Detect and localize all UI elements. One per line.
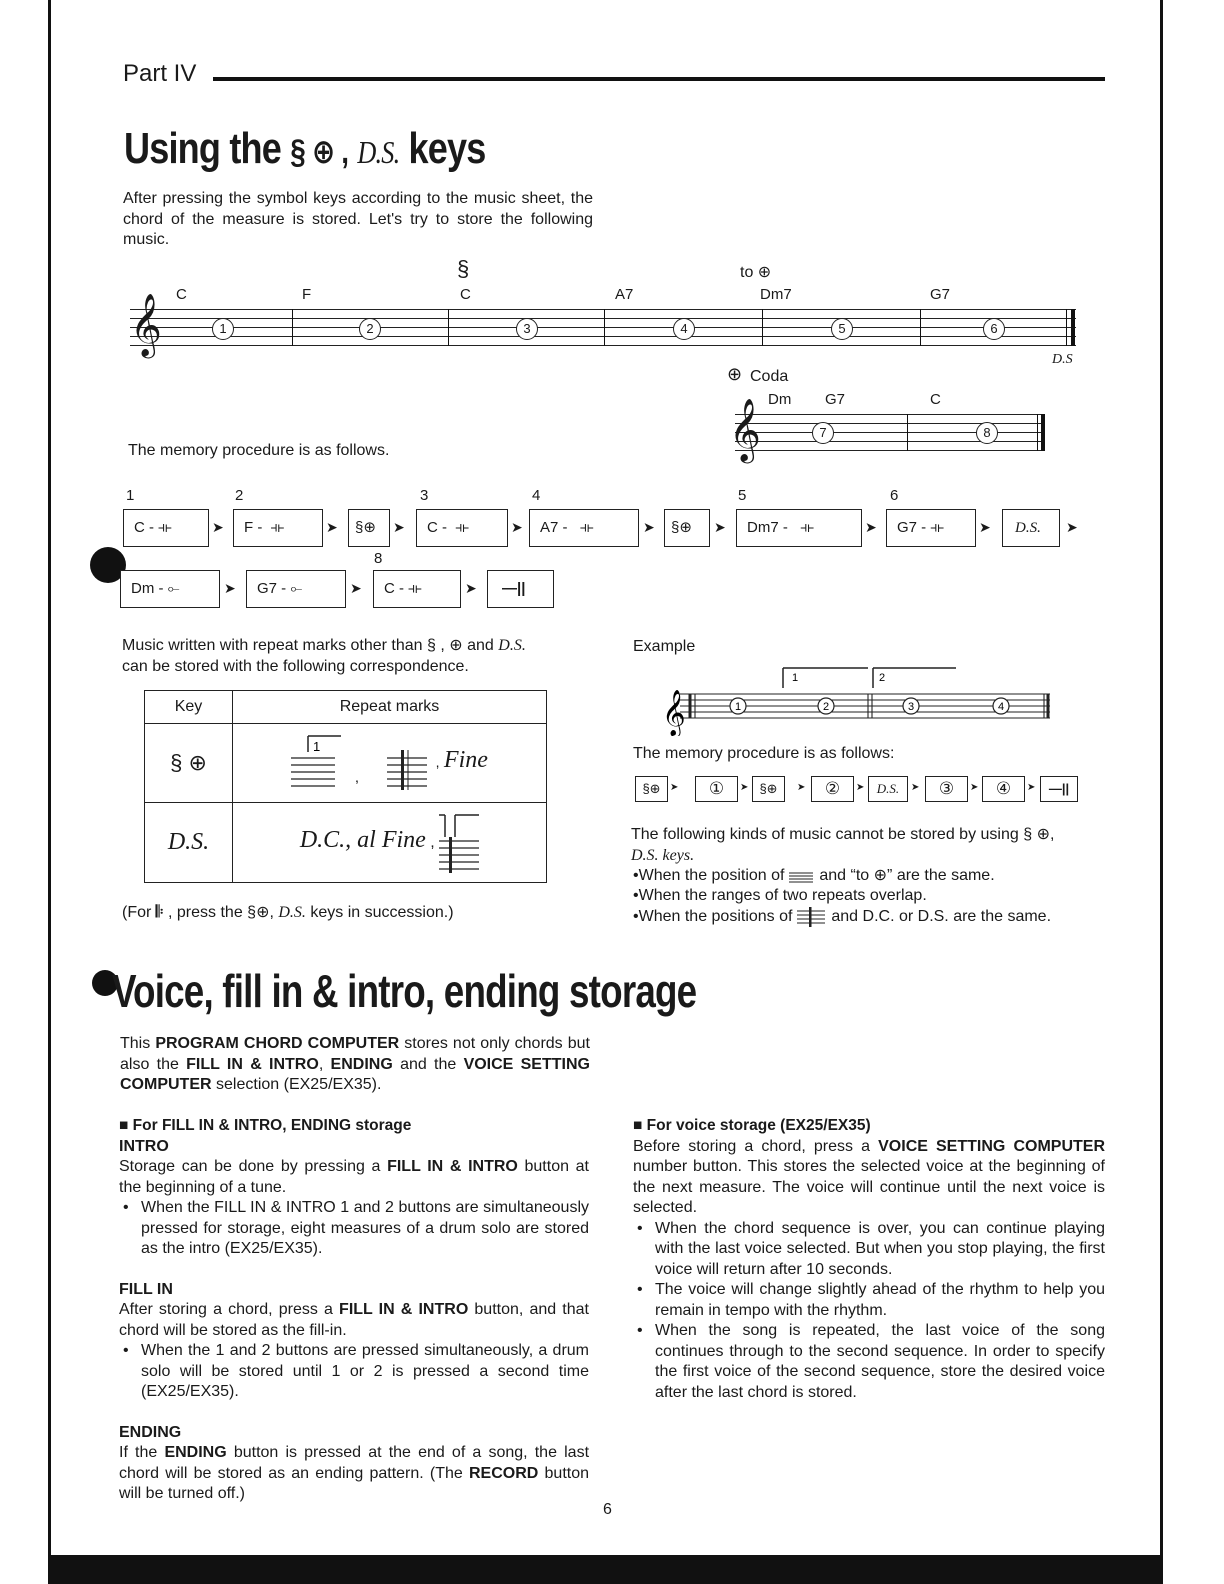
- procedure-box: Dm7 - ⟛: [736, 509, 862, 547]
- coda-icon: ⊕: [727, 364, 743, 384]
- coda-chord-2: G7: [825, 391, 846, 408]
- intro-heading: INTRO: [119, 1137, 169, 1155]
- example-staff: [660, 664, 1055, 736]
- cannot-item-3: •When the positions of and D.C. or D.S. are the same.: [633, 906, 1051, 928]
- repeat-text: Music written with repeat marks other than § , ⊕ and D.S. can be stored with the following correspondence.: [122, 637, 526, 675]
- dc-al-fine-label: D.C., al Fine: [299, 826, 426, 853]
- arrow-icon: ➤: [1027, 782, 1036, 793]
- example-box: ④: [982, 776, 1025, 802]
- step-number: 1: [126, 487, 135, 504]
- measure-number: 1: [212, 318, 234, 340]
- ending-paragraph: If the ENDING button is pressed at the end of a song, the last chord will be stored as an ending pattern. (The RECORD button will be turned off.): [119, 1444, 590, 1502]
- measure-number: 3: [907, 701, 915, 713]
- arrow-icon: ➤: [865, 519, 877, 535]
- svg-text:1: 1: [313, 739, 321, 754]
- arrow-icon: ➤: [511, 519, 523, 535]
- section1-intro: After pressing the symbol keys according to the music sheet, the chord of the measure is stored. Let's try to store the following music.: [123, 190, 593, 248]
- measure-number: 6: [983, 318, 1005, 340]
- table-marks-row1: 1 , , Fine: [233, 724, 547, 803]
- title-prefix: Using the: [124, 124, 281, 173]
- volta-repeat-icon: [291, 734, 431, 792]
- right-column: [633, 1116, 1105, 1403]
- chord-6: G7: [930, 286, 951, 303]
- chord-2: F: [302, 286, 312, 303]
- treble-clef-icon: 𝄞: [662, 690, 686, 736]
- right-heading: ■ For voice storage (EX25/EX35): [633, 1117, 871, 1134]
- table-marks-row2: D.C., al Fine ,: [233, 803, 547, 883]
- measure-number: 5: [831, 318, 853, 340]
- coda-label: Coda: [750, 368, 789, 385]
- score-segno-icon: §: [457, 256, 470, 281]
- procedure-box: D.S.: [1002, 509, 1060, 547]
- ending-2: 2: [879, 672, 886, 684]
- example-box: —||: [1040, 776, 1078, 802]
- arrow-icon: ➤: [856, 782, 865, 793]
- coda-chord-3: C: [930, 391, 941, 408]
- procedure-box: —||: [487, 570, 554, 608]
- repeat-bar-icon: 𝄆: [155, 904, 164, 921]
- step-number: 6: [890, 487, 899, 504]
- example-box: §⊕: [752, 776, 785, 802]
- repeat-bar-icon: [797, 906, 827, 928]
- arrow-icon: ➤: [911, 782, 920, 793]
- arrow-icon: ➤: [714, 519, 726, 535]
- procedure-box: F - ⟛: [233, 509, 323, 547]
- voice-bullet: • When the song is repeated, the last voice of the song continues through to the second sequence. In order to specify the first voice of the second sequence, store the desired voice after the last chord is stored.: [633, 1321, 1105, 1403]
- cannot-item-2: •When the ranges of two repeats overlap.: [633, 887, 927, 904]
- arrow-icon: ➤: [326, 519, 338, 535]
- chord-1: C: [176, 286, 187, 303]
- cannot-item-1: •When the position of and “to ⊕” are the same.: [633, 867, 995, 884]
- table-header-marks: Repeat marks: [233, 691, 547, 724]
- page-number: 6: [603, 1501, 612, 1518]
- voice-bullet: • The voice will change slightly ahead of the rhythm to help you remain in tempo with the rhythm.: [633, 1280, 1105, 1321]
- voice-bullet: • When the chord sequence is over, you can continue playing with the last voice selected. But when you stop playing, the first voice will return after 10 seconds.: [633, 1219, 1105, 1281]
- arrow-icon: ➤: [224, 580, 236, 596]
- title-ds: D.S.: [357, 134, 400, 170]
- example-box: D.S.: [868, 776, 908, 802]
- section2-title: Voice, fill in & intro, ending storage: [112, 965, 697, 1017]
- for-note: (For 𝄆 , press the §⊕, D.S. keys in succession.): [122, 904, 454, 921]
- second-ending-icon: [439, 811, 479, 875]
- step-number: 8: [374, 550, 383, 567]
- example-box: ③: [925, 776, 968, 802]
- intro-paragraph: Storage can be done by pressing a FILL IN & INTRO button at the beginning of a tune.: [119, 1158, 589, 1196]
- arrow-icon: ➤: [350, 580, 362, 596]
- segno-coda-icon: § ⊕ ,: [290, 133, 349, 171]
- procedure-box: G7 - ⟜: [246, 570, 346, 608]
- measure-number: 4: [673, 318, 695, 340]
- arrow-icon: ➤: [643, 519, 655, 535]
- ending-heading: ENDING: [119, 1423, 182, 1441]
- measure-number: 4: [997, 701, 1005, 713]
- arrow-icon: ➤: [670, 782, 679, 793]
- arrow-icon: ➤: [1066, 519, 1078, 535]
- title-suffix: keys: [408, 124, 486, 173]
- step-number: 7: [126, 550, 135, 567]
- fill-bullet: • When the 1 and 2 buttons are pressed simultaneously, a drum solo will be stored until 1 or 2 is pressed a second time (EX25/EX35).: [119, 1341, 589, 1403]
- section1-title: [124, 124, 486, 174]
- score-to-coda: to ⊕: [740, 264, 772, 281]
- procedure-box: C - ⟛: [416, 509, 508, 547]
- procedure-box: C - ⟛: [123, 509, 209, 547]
- right-margin-bar: [1160, 0, 1163, 1584]
- procedure-box: G7 - ⟛: [886, 509, 976, 547]
- coda-icon: ⊕: [449, 637, 463, 654]
- measure-number: 8: [976, 422, 998, 444]
- step-number: 2: [235, 487, 244, 504]
- example-label: Example: [633, 638, 696, 655]
- segno-coda-icon: §⊕: [247, 904, 270, 921]
- left-column: [119, 1116, 589, 1505]
- table-header-key: Key: [145, 691, 233, 724]
- svg-text:,: ,: [355, 769, 359, 785]
- arrow-icon: ➤: [797, 782, 806, 793]
- measure-number: 2: [822, 701, 830, 713]
- step-number: 5: [738, 487, 747, 504]
- fill-heading: FILL IN: [119, 1280, 173, 1298]
- part-label: Part IV: [123, 60, 197, 87]
- chord-5: Dm7: [760, 286, 792, 303]
- ds-mark: D.S: [1052, 352, 1073, 367]
- procedure-box: §⊕: [664, 509, 710, 547]
- treble-clef-icon: 𝄞: [130, 293, 162, 356]
- procedure-box: §⊕: [348, 509, 390, 547]
- left-heading: ■ For FILL IN & INTRO, ENDING storage: [119, 1117, 412, 1134]
- example-box: ①: [695, 776, 738, 802]
- table-key-ds: D.S.: [145, 803, 233, 883]
- example-box: §⊕: [635, 776, 668, 802]
- arrow-icon: ➤: [393, 519, 405, 535]
- cannot-intro: The following kinds of music cannot be stored by using § ⊕, D.S. keys.: [631, 826, 1055, 864]
- segno-coda-icon: § ⊕: [1023, 826, 1050, 843]
- bottom-margin-bar: [48, 1555, 1163, 1584]
- arrow-icon: ➤: [465, 580, 477, 596]
- fine-label: Fine: [443, 747, 488, 774]
- arrow-icon: ➤: [970, 782, 979, 793]
- procedure-box: Dm - ⟜: [120, 570, 220, 608]
- section2-intro: This PROGRAM CHORD COMPUTER stores not only chords but also the FILL IN & INTRO, ENDING and the VOICE SETTING COMPUTER selection (EX25/EX35).: [120, 1035, 590, 1093]
- ending-1: 1: [792, 672, 799, 684]
- arrow-icon: ➤: [212, 519, 224, 535]
- procedure-box: C - ⟛: [373, 570, 461, 608]
- header-rule: [213, 77, 1105, 81]
- procedure-box: A7 - ⟛: [529, 509, 639, 547]
- arrow-icon: ➤: [979, 519, 991, 535]
- coda-chord-1: Dm: [768, 391, 792, 408]
- step-number: 3: [420, 487, 429, 504]
- example-memory-label: The memory procedure is as follows:: [633, 745, 895, 762]
- segno-icon: §: [427, 637, 436, 654]
- measure-number: 7: [812, 422, 834, 444]
- chord-3: C: [460, 286, 471, 303]
- step-number: 4: [532, 487, 541, 504]
- measure-number: 2: [359, 318, 381, 340]
- repeat-table: [144, 690, 547, 883]
- chord-4: A7: [615, 286, 634, 303]
- table-key-segno-coda: § ⊕: [145, 724, 233, 803]
- measure-number: 3: [516, 318, 538, 340]
- example-box: ②: [811, 776, 854, 802]
- measure-number: 1: [734, 701, 742, 713]
- fill-paragraph: After storing a chord, press a FILL IN & INTRO button, and that chord will be stored as the fill-in.: [119, 1301, 589, 1339]
- voice-paragraph: Before storing a chord, press a VOICE SETTING COMPUTER number button. This stores the selected voice at the beginning of the next measure. The voice will continue until the next voice is selected.: [633, 1137, 1105, 1216]
- treble-clef-icon: 𝄞: [729, 398, 761, 461]
- left-margin-bar: [48, 0, 51, 1584]
- intro-bullet: • When the FILL IN & INTRO 1 and 2 buttons are simultaneously pressed for storage, eight measures of a drum solo are stored as the intro (EX25/EX35).: [119, 1198, 589, 1260]
- memory-label: The memory procedure is as follows.: [128, 442, 390, 459]
- volta-icon: [789, 867, 815, 885]
- arrow-icon: ➤: [740, 782, 749, 793]
